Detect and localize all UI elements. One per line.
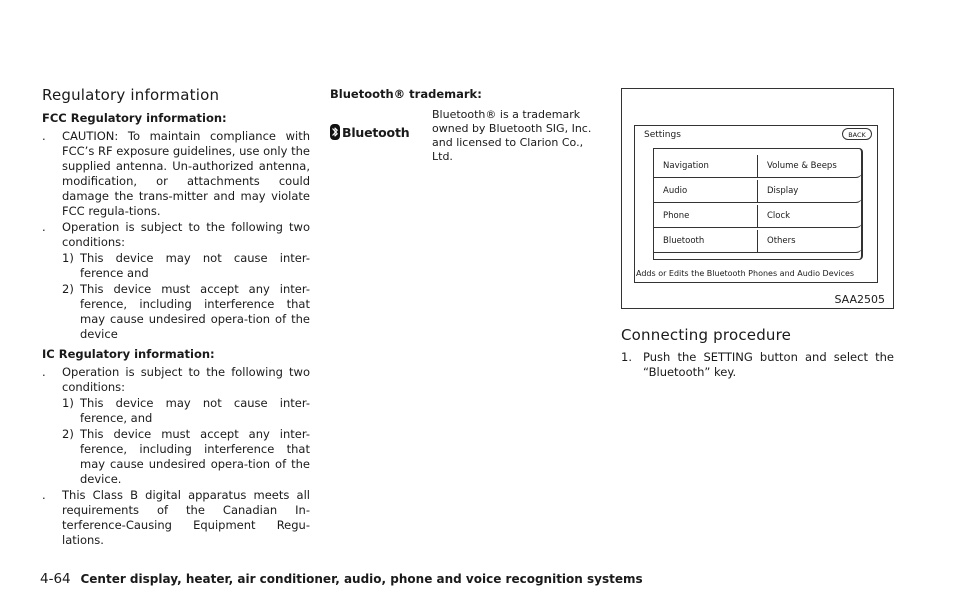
ic-heading: IC Regulatory information: (42, 347, 215, 361)
regulatory-title: Regulatory information (42, 86, 220, 104)
chapter-title: Center display, heater, air conditioner, audio, phone and voice recognition systems (80, 572, 643, 586)
menu-clock-button[interactable]: Clock (758, 205, 862, 228)
bullet-text: This Class B digital apparatus meets all requirements of the Canadian In-terference-Causing Equipment Regu-lations. (62, 488, 310, 547)
fcc-condition-1 (42, 251, 310, 281)
bullet-mark: . (42, 220, 46, 234)
condition-number: 2) (62, 282, 74, 296)
connecting-column (621, 88, 894, 381)
menu-display-button[interactable]: Display (758, 180, 862, 203)
bluetooth-trademark-block (330, 108, 600, 164)
menu-others-button[interactable]: Others (758, 230, 862, 253)
settings-menu (653, 148, 863, 260)
bullet-mark: . (42, 365, 46, 379)
fcc-bullet-caution (42, 129, 310, 219)
bluetooth-rune-icon (330, 124, 340, 140)
bluetooth-logo (330, 124, 420, 140)
figure-code: SAA2505 (834, 293, 885, 306)
condition-number: 1) (62, 251, 74, 265)
screen-hint-text: Adds or Edits the Bluetooth Phones and Audio Devices (636, 269, 855, 278)
ic-bullet-operation (42, 365, 310, 395)
menu-audio-button[interactable]: Audio (654, 180, 758, 203)
condition-text: This device must accept any inter-ference, including interference that may cause undesired opera-tion of the device (80, 282, 310, 341)
bluetooth-trademark-text: Bluetooth® is a trademark owned by Bluetooth SIG, Inc. and licensed to Clarion Co., Ltd. (432, 108, 592, 163)
bullet-text: Operation is subject to the following two conditions: (62, 365, 310, 394)
menu-volume-beeps-button[interactable]: Volume & Beeps (758, 155, 862, 178)
condition-number: 2) (62, 427, 74, 441)
menu-bluetooth-button[interactable]: Bluetooth (654, 230, 758, 253)
fcc-bullet-operation (42, 220, 310, 250)
bullet-text: CAUTION: To maintain compliance with FCC’s RF exposure guidelines, use only the supplied antenna. Un-authorized antenna, modification, or attachments could damage the trans-mitter and may violate FCC regula-tions. (62, 129, 310, 218)
step-1 (621, 350, 894, 380)
screen-title: Settings (644, 130, 681, 140)
condition-text: This device may not cause inter-ference, and (80, 396, 310, 425)
bluetooth-trademark-heading: Bluetooth® trademark: (330, 87, 482, 101)
bullet-mark: . (42, 129, 46, 143)
back-label: BACK (848, 131, 866, 139)
regulatory-column (42, 86, 310, 549)
condition-text: This device may not cause inter-ference and (80, 251, 310, 280)
back-button[interactable] (842, 128, 872, 140)
step-text: Push the SETTING button and select the “Bluetooth” key. (643, 350, 894, 379)
ic-condition-1 (42, 396, 310, 426)
page-number: 4-64 (40, 571, 71, 587)
ic-bullet-classb (42, 488, 310, 548)
connecting-procedure-title: Connecting procedure (621, 326, 792, 344)
settings-screen-figure (621, 88, 894, 309)
menu-phone-button[interactable]: Phone (654, 205, 758, 228)
bullet-text: Operation is subject to the following two conditions: (62, 220, 310, 249)
fcc-heading: FCC Regulatory information: (42, 111, 227, 125)
bluetooth-wordmark: Bluetooth (342, 124, 410, 140)
ic-condition-2 (42, 427, 310, 487)
fcc-condition-2 (42, 282, 310, 342)
condition-text: This device must accept any inter-ference, including interference that may cause undesired opera-tion of the device. (80, 427, 310, 486)
bluetooth-column (330, 86, 600, 164)
step-number: 1. (621, 350, 632, 364)
bullet-mark: . (42, 488, 46, 502)
menu-navigation-button[interactable]: Navigation (654, 155, 758, 178)
page-footer (40, 571, 643, 587)
condition-number: 1) (62, 396, 74, 410)
